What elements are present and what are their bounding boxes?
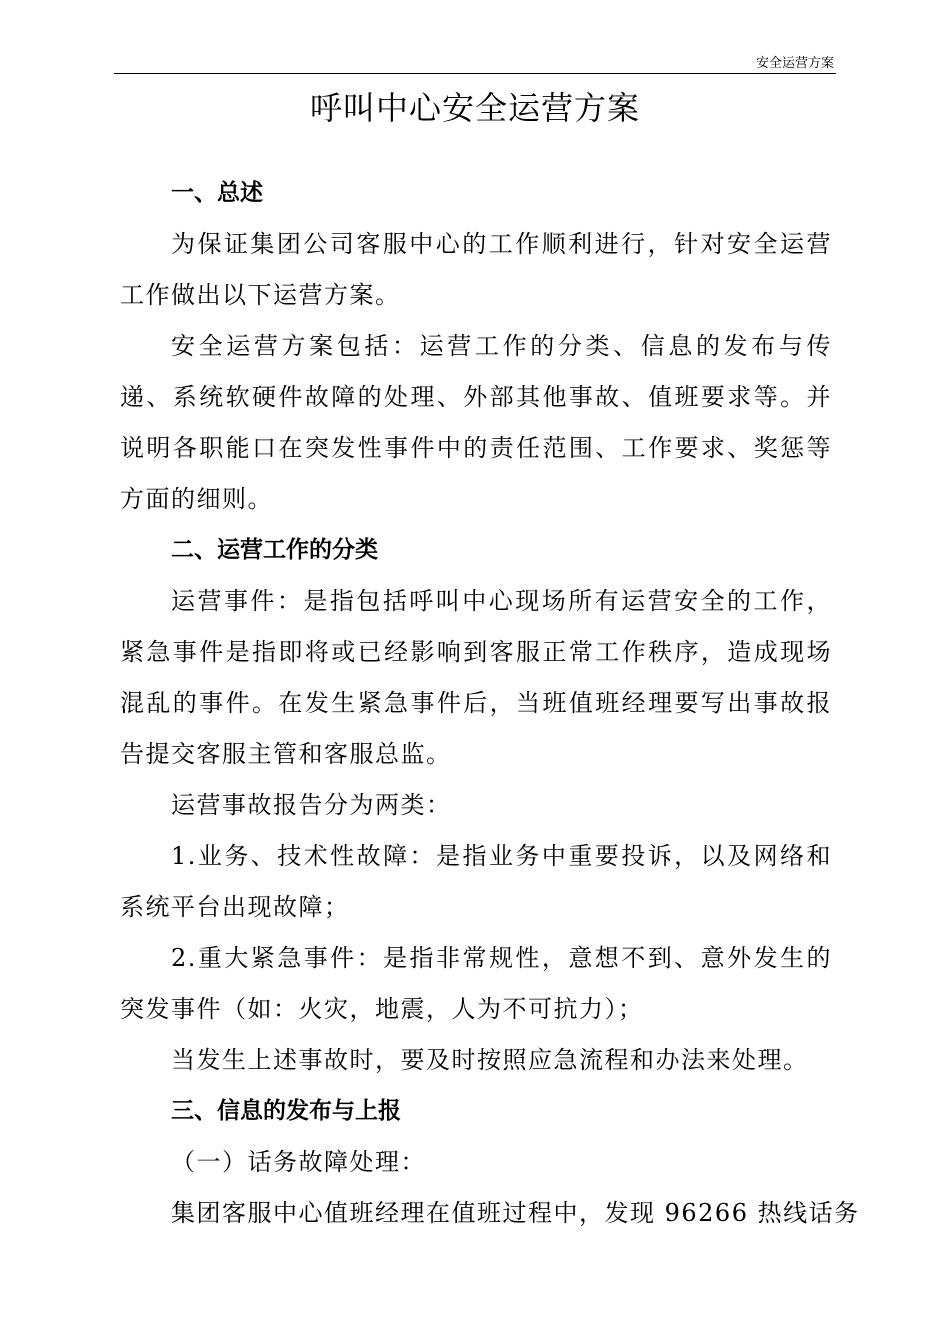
list-item-major-emergencies: 2.重大紧急事件：是指非常规性，意想不到、意外发生的突发事件（如：火灾，地震，人为不可抗力）； [120,944,832,1023]
header-divider [114,73,836,74]
subsection-traffic-fault-handling: （一）话务故障处理： [171,1148,426,1176]
paragraph-operation-events: 运营事件：是指包括呼叫中心现场所有运营安全的工作，紧急事件是指即将或已经影响到客服正常工作秩序，造成现场混乱的事件。在发生紧急事件后，当班值班经理要写出事故报告提交客服主管和客服总监。 [120,587,832,768]
paragraph-report-types: 运营事故报告分为两类： [171,791,452,819]
paragraph-scope: 安全运营方案包括：运营工作的分类、信息的发布与传递、系统软硬件故障的处理、外部其他事故、值班要求等。并说明各职能口在突发性事件中的责任范围、工作要求、奖惩等方面的细则。 [120,332,832,513]
section-heading-classification: 二、运营工作的分类 [171,537,378,563]
paragraph-handling: 当发生上述事故时，要及时按照应急流程和办法来处理。 [171,1046,809,1074]
document-body [120,168,860,1239]
paragraph-duty-manager: 集团客服中心值班经理在值班过程中，发现 96266 热线话务 [171,1199,860,1227]
list-item-technical-faults: 1.业务、技术性故障：是指业务中重要投诉，以及网络和系统平台出现故障； [120,842,832,921]
document-title: 呼叫中心安全运营方案 [309,89,640,127]
section-heading-overview: 一、总述 [171,180,263,206]
running-header-title: 安全运营方案 [755,56,834,71]
paragraph-purpose: 为保证集团公司客服中心的工作顺利进行，针对安全运营工作做出以下运营方案。 [120,230,832,309]
section-heading-information-release: 三、信息的发布与上报 [171,1098,401,1124]
